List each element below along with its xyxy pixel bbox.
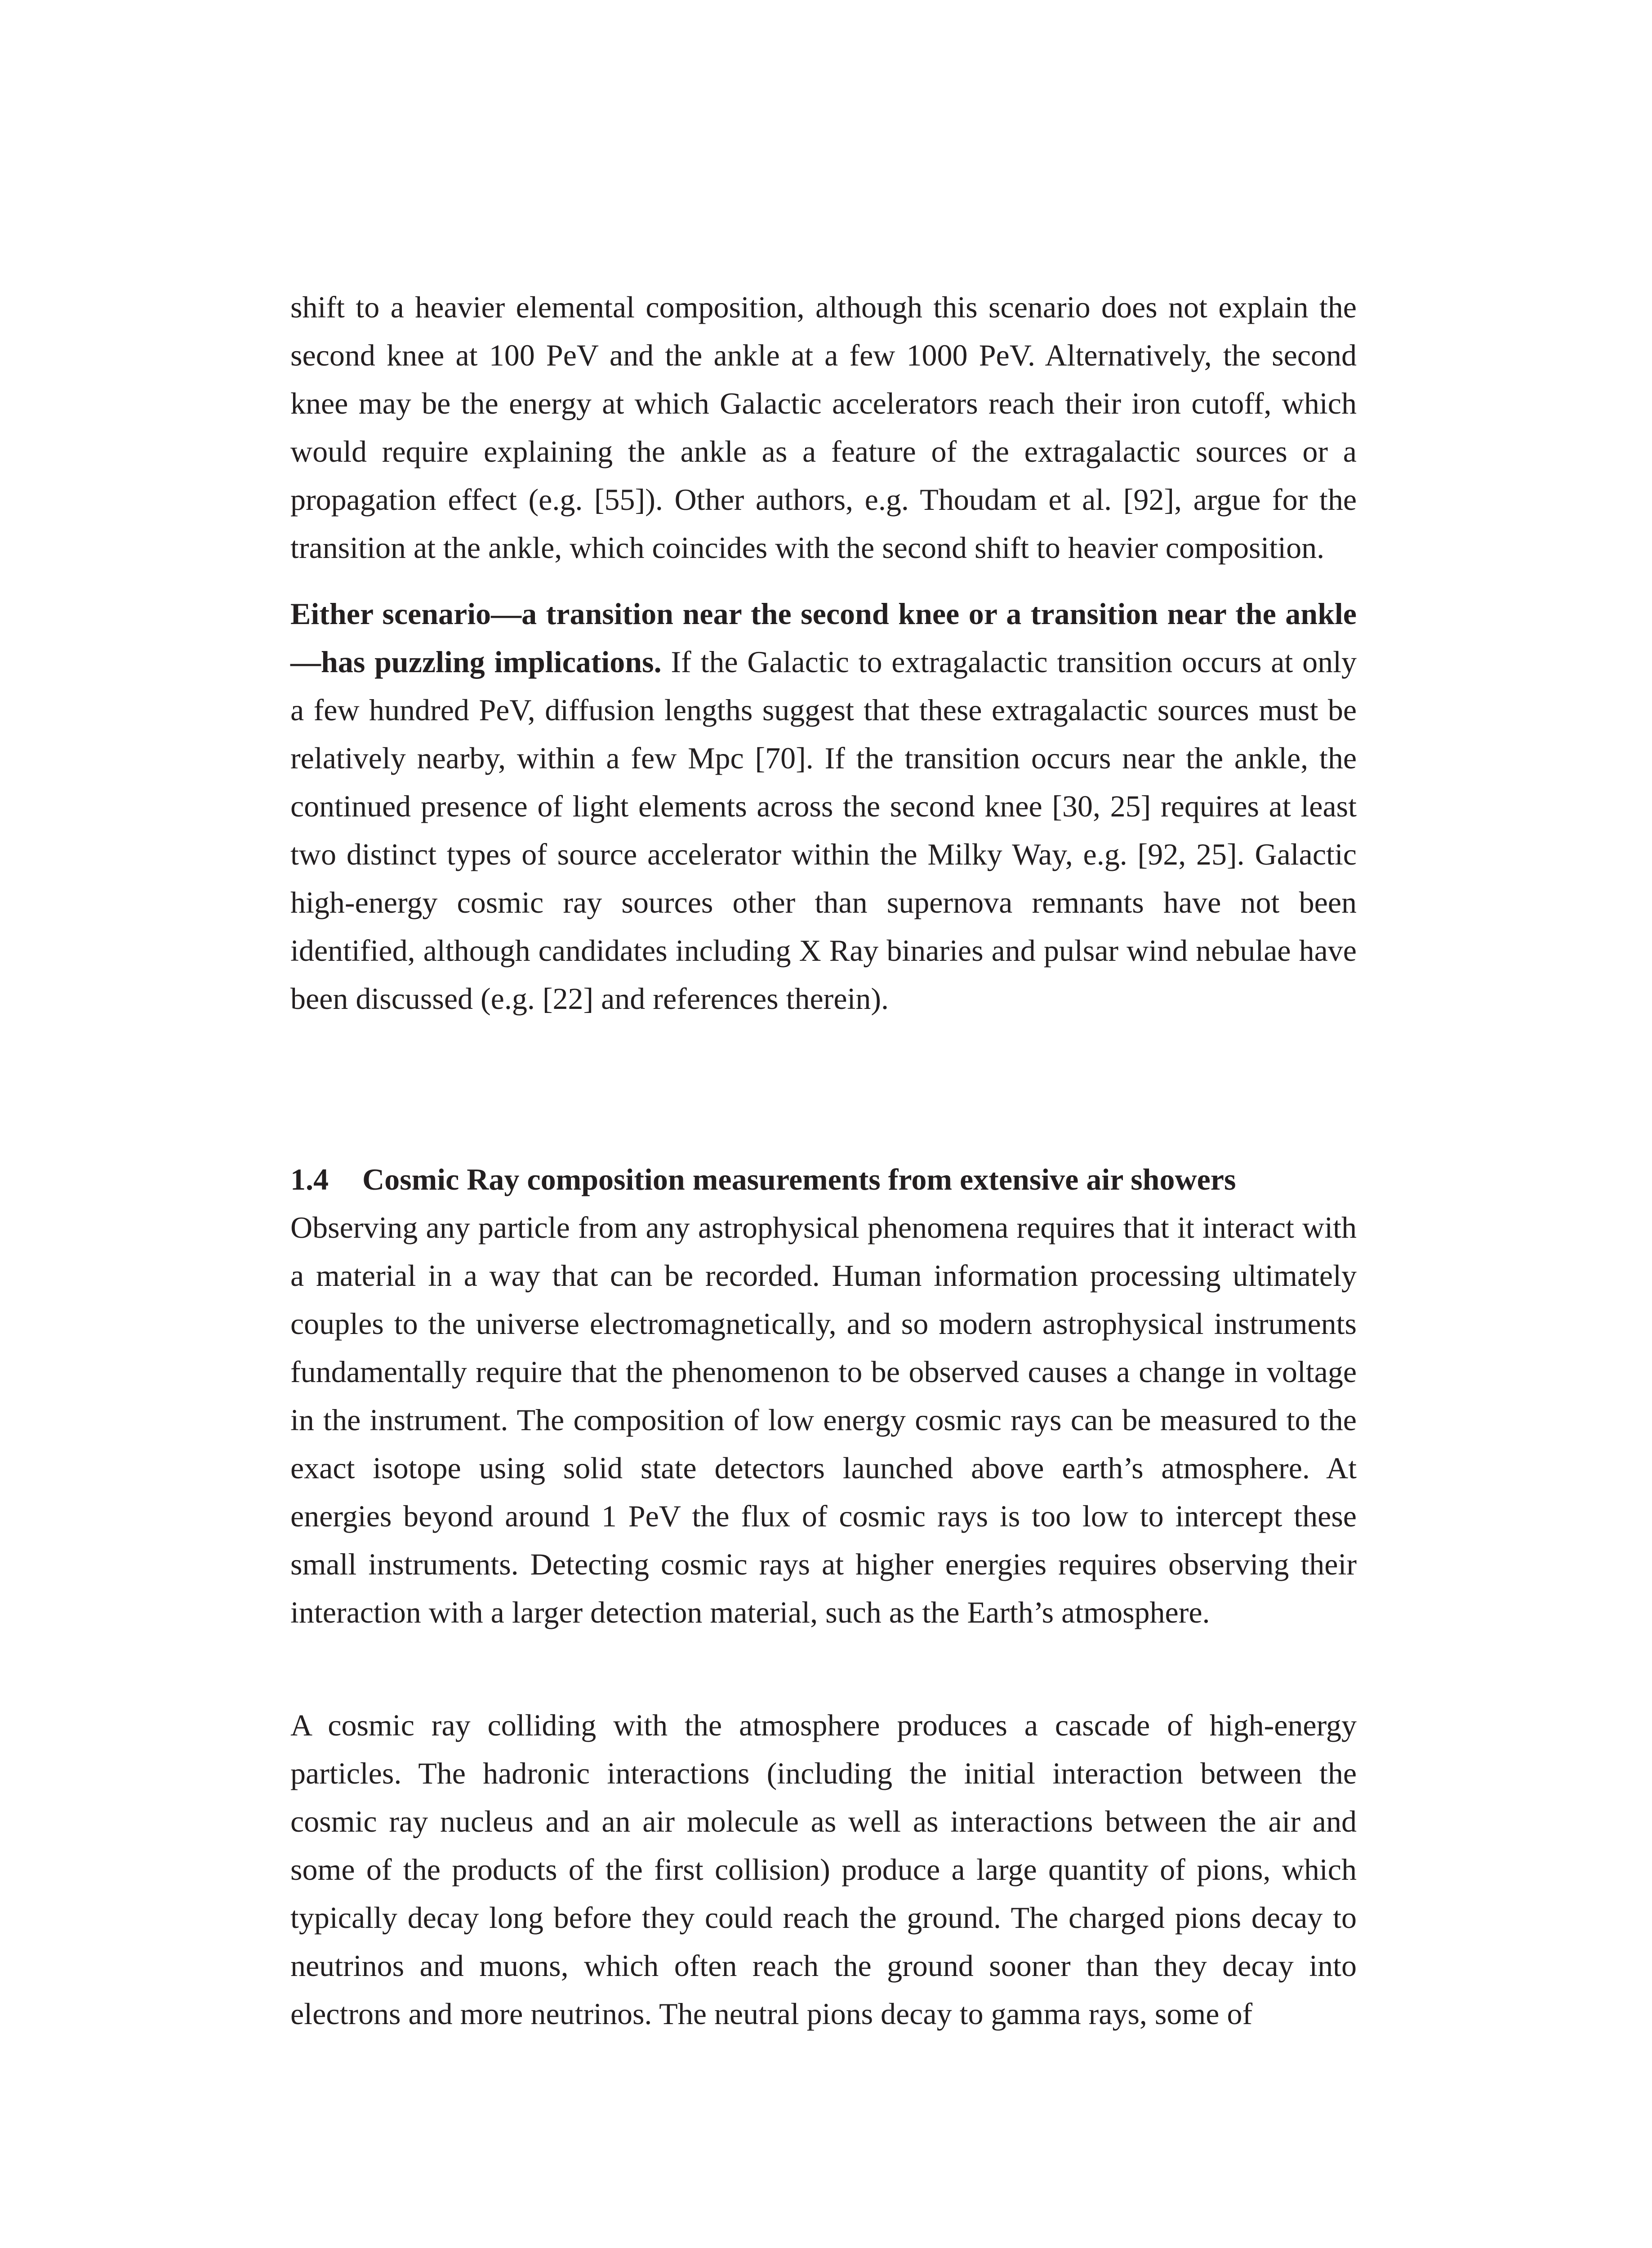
paragraph-text: A cosmic ray colliding with the atmosphere produces a cascade of high-energy particles. The hadronic interactions (including the initial interaction between the cosmic ray nucleus and an air molecule as well as interactions between the air and some of the products of the first collision) produce a large quantity of pions, which typically decay long before they could reach the ground. The charged pions decay to neutrinos and muons, which often reach the ground sooner than they decay into electrons and more neutrinos. The neutral pions decay to gamma rays, some of bbox=[290, 1708, 1357, 2031]
section-title: Cosmic Ray composition measurements from extensive air showers bbox=[362, 1162, 1236, 1196]
paragraph-text: Observing any particle from any astrophysical phenomena requires that it interact with a material in a way that can be recorded. Human information processing ultimately couples to the universe electromagnetically, and so modern astrophysical instruments fundamentally require that the phenomenon to be observed causes a change in voltage in the instrument. The composition of low energy cosmic rays can be measured to the exact isotope using solid state detectors launched above earth’s atmosphere. At energies beyond around 1 PeV the flux of cosmic rays is too low to intercept these small instruments. Detecting cosmic rays at higher energies requires observing their interaction with a larger detection material, such as the Earth’s atmosphere. bbox=[290, 1210, 1357, 1629]
section-number: 1.4 bbox=[290, 1162, 329, 1196]
body-paragraph bbox=[290, 1701, 1357, 2038]
paragraph-lead-in: Either scenario—a transition near the second knee or a transition near the ankle—has puzzling implications. bbox=[290, 597, 1357, 679]
body-paragraph bbox=[290, 1204, 1357, 1637]
body-paragraph bbox=[290, 590, 1357, 1023]
paragraph-text: shift to a heavier elemental composition, although this scenario does not explain the second knee at 100 PeV and the ankle at a few 1000 PeV. Alternatively, the second knee may be the energy at which Galactic accelerators reach their iron cutoff, which would require explaining the ankle as a feature of the extragalactic sources or a propagation effect (e.g. [55]). Other authors, e.g. Thoudam et al. [92], argue for the transition at the ankle, which coincides with the second shift to heavier composition. bbox=[290, 290, 1357, 565]
body-paragraph bbox=[290, 283, 1357, 572]
paragraph-text: If the Galactic to extragalactic transition occurs at only a few hundred PeV, diffusion lengths suggest that these extragalactic sources must be relatively nearby, within a few Mpc [70]. If the transition occurs near the ankle, the continued presence of light elements across the second knee [30, 25] requires at least two distinct types of source accelerator within the Milky Way, e.g. [92, 25]. Galactic high-energy cosmic ray sources other than supernova remnants have not been identified, although candidates including X Ray binaries and pulsar wind nebulae have been discussed (e.g. [22] and references therein). bbox=[290, 645, 1357, 1016]
section-heading bbox=[290, 1155, 1357, 1204]
